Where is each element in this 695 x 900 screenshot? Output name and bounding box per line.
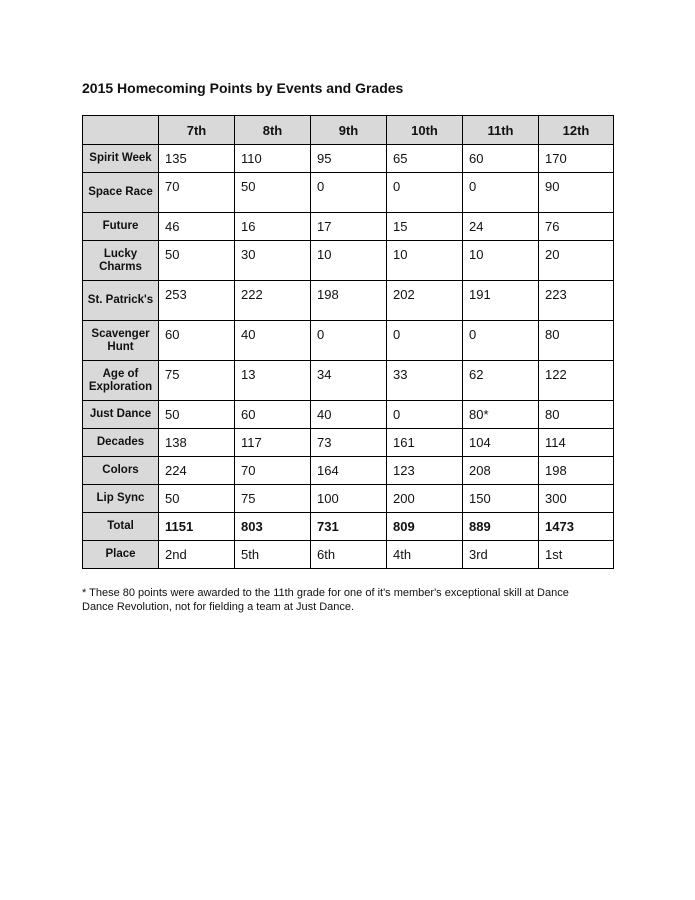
- table-row: [83, 429, 614, 457]
- table-row: [83, 485, 614, 513]
- table-row: [83, 145, 614, 173]
- event-label: Place: [83, 541, 159, 569]
- points-cell: 104: [463, 429, 539, 457]
- place-cell: 6th: [311, 541, 387, 569]
- table-row: [83, 281, 614, 321]
- grade-header: 8th: [235, 116, 311, 145]
- points-cell: 62: [463, 361, 539, 401]
- points-cell: 114: [539, 429, 614, 457]
- points-cell: 13: [235, 361, 311, 401]
- points-cell: 223: [539, 281, 614, 321]
- points-cell: 161: [387, 429, 463, 457]
- event-label: Just Dance: [83, 401, 159, 429]
- event-label: Space Race: [83, 173, 159, 213]
- event-label: Future: [83, 213, 159, 241]
- table-row: [83, 213, 614, 241]
- points-cell: 150: [463, 485, 539, 513]
- points-cell: 202: [387, 281, 463, 321]
- table-row: [83, 241, 614, 281]
- points-cell: 117: [235, 429, 311, 457]
- points-cell: 200: [387, 485, 463, 513]
- event-label: Colors: [83, 457, 159, 485]
- event-label: Spirit Week: [83, 145, 159, 173]
- points-cell: 80: [539, 401, 614, 429]
- table-row: [83, 321, 614, 361]
- place-cell: 5th: [235, 541, 311, 569]
- grade-header: 12th: [539, 116, 614, 145]
- points-cell: 198: [539, 457, 614, 485]
- corner-cell: [83, 116, 159, 145]
- event-label: St. Patrick's: [83, 281, 159, 321]
- event-label: Total: [83, 513, 159, 541]
- points-cell: 10: [463, 241, 539, 281]
- points-cell: 170: [539, 145, 614, 173]
- points-cell: 24: [463, 213, 539, 241]
- header-row: [83, 116, 614, 145]
- total-cell: 803: [235, 513, 311, 541]
- points-cell: 30: [235, 241, 311, 281]
- grade-header: 11th: [463, 116, 539, 145]
- points-cell: 60: [235, 401, 311, 429]
- points-cell: 65: [387, 145, 463, 173]
- event-label: Age of Exploration: [83, 361, 159, 401]
- place-cell: 2nd: [159, 541, 235, 569]
- points-cell: 50: [159, 485, 235, 513]
- points-cell: 60: [463, 145, 539, 173]
- points-cell: 70: [235, 457, 311, 485]
- points-cell: 253: [159, 281, 235, 321]
- points-cell: 95: [311, 145, 387, 173]
- grade-header: 10th: [387, 116, 463, 145]
- points-cell: 0: [387, 173, 463, 213]
- place-row: [83, 541, 614, 569]
- points-cell: 0: [311, 173, 387, 213]
- event-label: Scavenger Hunt: [83, 321, 159, 361]
- points-cell: 73: [311, 429, 387, 457]
- points-cell: 50: [159, 401, 235, 429]
- points-cell: 0: [387, 401, 463, 429]
- points-cell: 90: [539, 173, 614, 213]
- points-cell: 10: [387, 241, 463, 281]
- points-cell: 191: [463, 281, 539, 321]
- points-cell: 50: [159, 241, 235, 281]
- place-cell: 1st: [539, 541, 614, 569]
- points-cell: 76: [539, 213, 614, 241]
- points-cell: 16: [235, 213, 311, 241]
- points-cell: 0: [311, 321, 387, 361]
- total-cell: 809: [387, 513, 463, 541]
- points-cell: 75: [235, 485, 311, 513]
- points-cell: 60: [159, 321, 235, 361]
- total-cell: 1473: [539, 513, 614, 541]
- footnote: * These 80 points were awarded to the 11th grade for one of it's member's exceptional skill at Dance Dance Revolution, not for fielding a team at Just Dance.: [82, 587, 569, 613]
- points-cell: 40: [311, 401, 387, 429]
- points-cell: 75: [159, 361, 235, 401]
- points-cell: 17: [311, 213, 387, 241]
- total-cell: 1151: [159, 513, 235, 541]
- grade-header: 9th: [311, 116, 387, 145]
- event-label: Lucky Charms: [83, 241, 159, 281]
- points-cell: 135: [159, 145, 235, 173]
- points-cell: 50: [235, 173, 311, 213]
- points-cell: 100: [311, 485, 387, 513]
- table-row: [83, 401, 614, 429]
- table-row: [83, 457, 614, 485]
- table-row: [83, 173, 614, 213]
- points-cell: 300: [539, 485, 614, 513]
- place-cell: 4th: [387, 541, 463, 569]
- points-cell: 33: [387, 361, 463, 401]
- total-cell: 889: [463, 513, 539, 541]
- points-cell: 15: [387, 213, 463, 241]
- points-cell: 20: [539, 241, 614, 281]
- total-cell: 731: [311, 513, 387, 541]
- points-cell: 34: [311, 361, 387, 401]
- points-cell: 80*: [463, 401, 539, 429]
- event-label: Lip Sync: [83, 485, 159, 513]
- points-cell: 40: [235, 321, 311, 361]
- points-cell: 138: [159, 429, 235, 457]
- points-cell: 70: [159, 173, 235, 213]
- event-label: Decades: [83, 429, 159, 457]
- points-table: [82, 115, 614, 569]
- page-title: 2015 Homecoming Points by Events and Grades: [82, 80, 404, 96]
- total-row: [83, 513, 614, 541]
- points-cell: 10: [311, 241, 387, 281]
- points-cell: 46: [159, 213, 235, 241]
- points-cell: 208: [463, 457, 539, 485]
- points-cell: 0: [387, 321, 463, 361]
- points-cell: 222: [235, 281, 311, 321]
- points-cell: 164: [311, 457, 387, 485]
- table-row: [83, 361, 614, 401]
- points-cell: 110: [235, 145, 311, 173]
- points-cell: 123: [387, 457, 463, 485]
- points-cell: 122: [539, 361, 614, 401]
- points-cell: 0: [463, 173, 539, 213]
- points-cell: 0: [463, 321, 539, 361]
- points-cell: 224: [159, 457, 235, 485]
- place-cell: 3rd: [463, 541, 539, 569]
- grade-header: 7th: [159, 116, 235, 145]
- points-cell: 80: [539, 321, 614, 361]
- points-cell: 198: [311, 281, 387, 321]
